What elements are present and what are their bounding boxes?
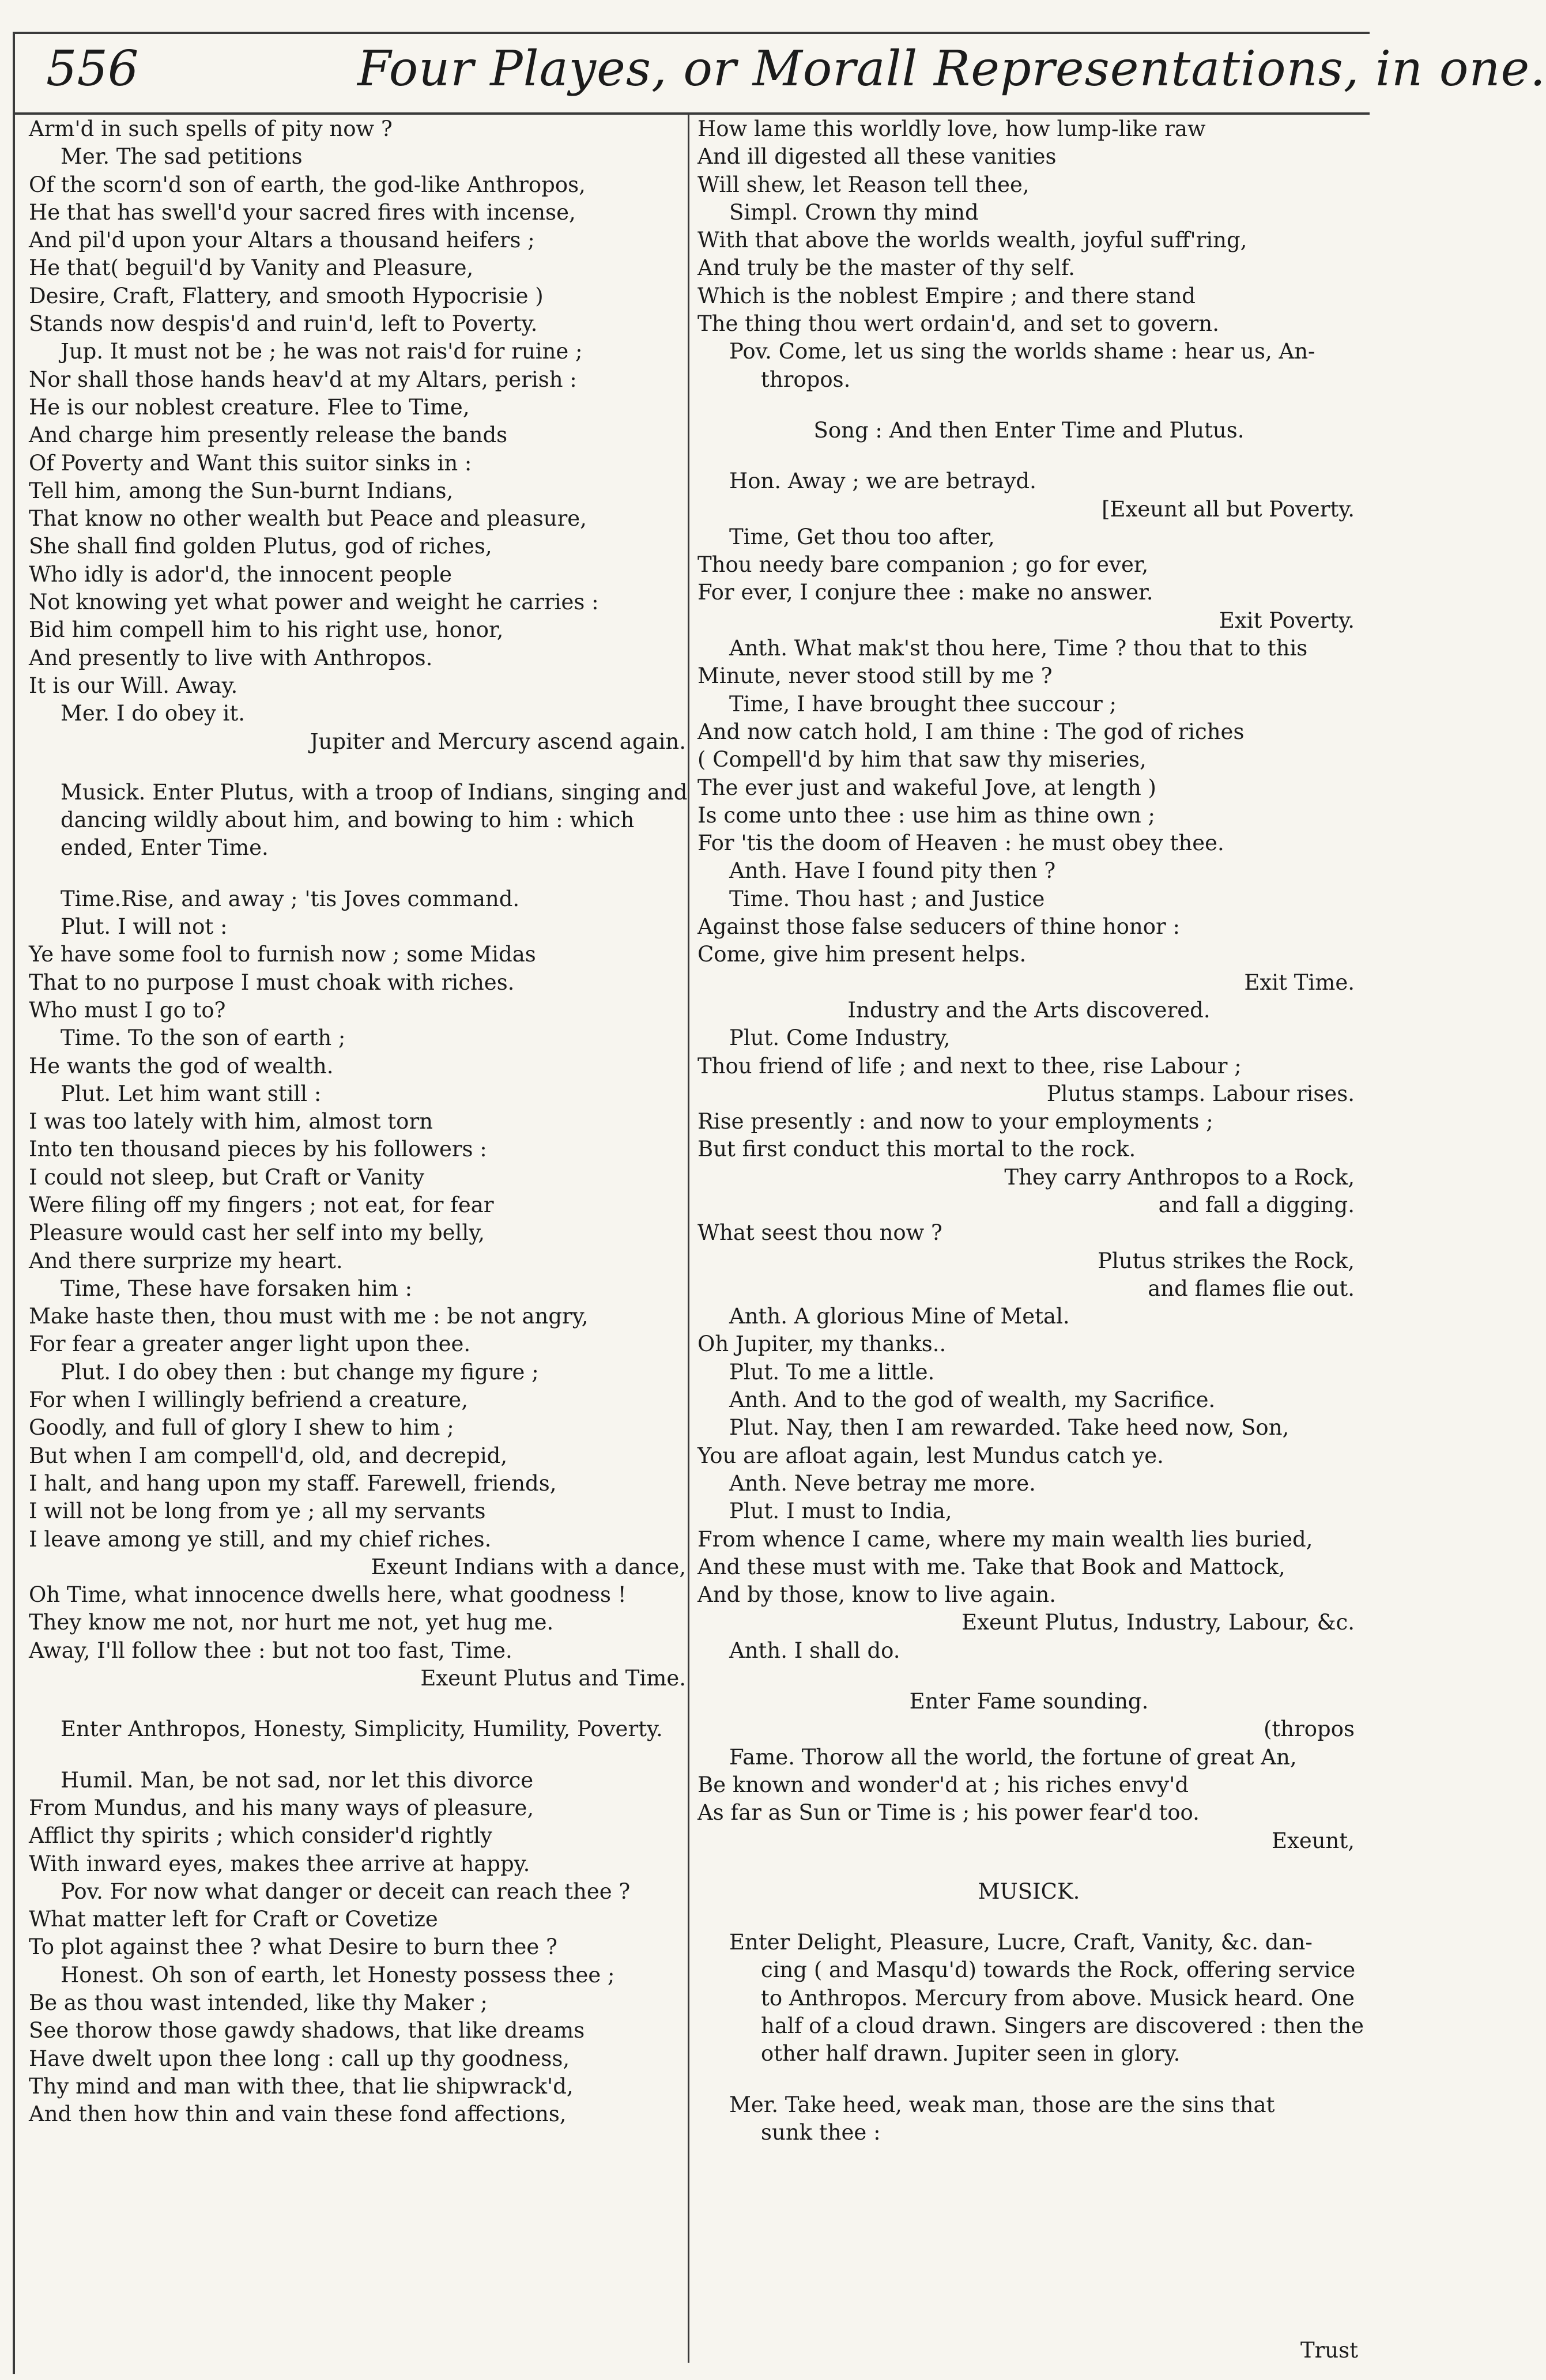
text-line: Thou needy bare companion ; go for ever, [697, 552, 1149, 578]
text-line: dancing wildly about him, and bowing to him : which [61, 808, 635, 833]
text-line: Pov. Come, let us sing the worlds shame : hear us, An- [729, 339, 1315, 364]
text-line: Jupiter and Mercury ascend again. [310, 729, 686, 754]
line-gap [29, 1692, 692, 1715]
text-line: Who must I go to? [29, 997, 226, 1023]
text-line: Be known and wonder'd at ; his riches envy'd [697, 1772, 1189, 1797]
text-line: The ever just and wakeful Jove, at length ) [697, 775, 1156, 800]
text-line: Honest. Oh son of earth, let Honesty possess thee ; [61, 1962, 615, 1987]
text-line: ( Compell'd by him that saw thy miseries, [697, 747, 1147, 772]
text-line: Plut. I must to India, [729, 1499, 952, 1524]
text-line: Pleasure would cast her self into my belly, [29, 1220, 485, 1246]
text-line: Which is the noblest Empire ; and there stand [697, 283, 1196, 308]
text-line: Stands now despis'd and ruin'd, left to Poverty. [29, 311, 538, 337]
text-line: Plut. I do obey then : but change my figure ; [61, 1359, 539, 1385]
text-line: Oh Time, what innocence dwells here, what goodness ! [29, 1582, 627, 1608]
text-line: From Mundus, and his many ways of pleasure, [29, 1795, 534, 1820]
text-line: With that above the worlds wealth, joyful suff'ring, [697, 228, 1247, 253]
right-column [697, 115, 1364, 2147]
line-gap [697, 444, 1360, 467]
text-line: ended, Enter Time. [61, 835, 269, 861]
text-line: Pov. For now what danger or deceit can reach thee ? [61, 1879, 631, 1904]
text-line: Make haste then, thou must with me : be not angry, [29, 1304, 589, 1329]
text-line: Anth. What mak'st thou here, Time ? thou that to this [729, 636, 1308, 661]
text-line: It is our Will. Away. [29, 673, 238, 698]
line-gap [29, 862, 692, 885]
text-line: Exeunt Plutus, Industry, Labour, &c. [961, 1610, 1355, 1635]
text-line: Hon. Away ; we are betrayd. [729, 469, 1036, 494]
text-line: And ill digested all these vanities [697, 144, 1057, 169]
text-line: Industry and the Arts discovered. [847, 997, 1211, 1023]
text-line: He that( beguil'd by Vanity and Pleasure, [29, 255, 474, 281]
text-line: Anth. Have I found pity then ? [729, 858, 1056, 884]
text-line: other half drawn. Jupiter seen in glory. [761, 2041, 1181, 2066]
text-line: Goodly, and full of glory I shew to him ; [29, 1415, 454, 1440]
text-line: Time.Rise, and away ; 'tis Joves command. [61, 886, 520, 911]
text-line: Will shew, let Reason tell thee, [697, 172, 1030, 197]
text-line: Ye have some fool to furnish now ; some Midas [29, 942, 536, 967]
text-line: You are afloat again, lest Mundus catch ye. [697, 1443, 1164, 1468]
text-line: Plut. Nay, then I am rewarded. Take heed now, Son, [729, 1415, 1289, 1440]
text-line: I could not sleep, but Craft or Vanity [29, 1164, 425, 1190]
running-title: Four Playes, or Morall Representations, in one. [357, 40, 1546, 97]
line-gap [697, 1906, 1360, 1929]
text-line: Enter Fame sounding. [909, 1689, 1149, 1714]
text-line: The thing thou wert ordain'd, and set to govern. [697, 311, 1219, 337]
text-line: Thou friend of life ; and next to thee, rise Labour ; [697, 1053, 1242, 1078]
text-line: and flames flie out. [1148, 1276, 1355, 1301]
text-line: Oh Jupiter, my thanks.. [697, 1332, 947, 1357]
text-line: Simpl. Crown thy mind [729, 199, 979, 225]
text-line: He that has swell'd your sacred fires with incense, [29, 199, 576, 225]
text-line: Of Poverty and Want this suitor sinks in : [29, 450, 472, 476]
line-gap [697, 1665, 1360, 1688]
text-line: Time, These have forsaken him : [61, 1276, 413, 1301]
text-line: Bid him compell him to his right use, honor, [29, 617, 504, 643]
text-line: For fear a greater anger light upon thee. [29, 1332, 471, 1357]
text-line: Come, give him present helps. [697, 942, 1027, 967]
text-line: See thorow those gawdy shadows, that like dreams [29, 2018, 585, 2043]
text-line: How lame this worldly love, how lump-like raw [697, 116, 1206, 141]
text-line: Afflict thy spirits ; which consider'd rightly [29, 1823, 493, 1849]
text-line: He is our noblest creature. Flee to Time, [29, 394, 470, 420]
text-line: half of a cloud drawn. Singers are discovered : then the [761, 2013, 1364, 2038]
text-line: They carry Anthropos to a Rock, [1004, 1164, 1355, 1190]
text-line: [Exeunt all but Poverty. [1102, 496, 1355, 522]
text-line: Exit Poverty. [1219, 608, 1355, 633]
page-header [35, 17, 1546, 115]
text-line: Time. To the son of earth ; [61, 1025, 346, 1051]
text-line: Exeunt Plutus and Time. [420, 1666, 686, 1691]
text-line: to Anthropos. Mercury from above. Musick heard. One [761, 1985, 1355, 2011]
text-line: And presently to live with Anthropos. [29, 645, 433, 670]
text-line: (thropos [1263, 1717, 1355, 1742]
text-line: I will not be long from ye ; all my servants [29, 1499, 486, 1524]
text-line: Time. Thou hast ; and Justice [729, 886, 1045, 911]
line-gap [29, 1744, 692, 1767]
text-line: Desire, Craft, Flattery, and smooth Hypocrisie ) [29, 283, 544, 308]
text-line: and fall a digging. [1158, 1192, 1355, 1217]
text-line: For when I willingly befriend a creature, [29, 1387, 468, 1413]
text-line: Plutus strikes the Rock, [1098, 1248, 1355, 1273]
text-line: Anth. Neve betray me more. [729, 1470, 1036, 1496]
text-line: Enter Anthropos, Honesty, Simplicity, Humility, Poverty. [61, 1717, 663, 1742]
text-line: That know no other wealth but Peace and pleasure, [29, 506, 587, 531]
text-line: He wants the god of wealth. [29, 1053, 334, 1078]
text-line: And truly be the master of thy self. [697, 255, 1075, 281]
text-line: I halt, and hang upon my staff. Farewell, friends, [29, 1470, 557, 1496]
text-line: Nor shall those hands heav'd at my Altars, perish : [29, 367, 577, 392]
text-line: And these must with me. Take that Book and Mattock, [697, 1554, 1285, 1579]
text-line: And charge him presently release the bands [29, 423, 508, 448]
line-gap [697, 1855, 1360, 1878]
text-line: Anth. I shall do. [729, 1638, 900, 1663]
text-line: And there surprize my heart. [29, 1248, 343, 1273]
text-line: With inward eyes, makes thee arrive at happy. [29, 1851, 530, 1876]
text-line: Away, I'll follow thee : but not too fast, Time. [29, 1638, 512, 1663]
line-gap [697, 394, 1360, 417]
text-line: Humil. Man, be not sad, nor let this divorce [61, 1767, 534, 1793]
text-line: For 'tis the doom of Heaven : he must obey thee. [697, 831, 1224, 856]
text-line: sunk thee : [761, 2119, 881, 2145]
text-line: Against those false seducers of thine honor : [697, 914, 1180, 940]
text-line: Plut. I will not : [61, 914, 228, 940]
text-line: Who idly is ador'd, the innocent people [29, 561, 453, 587]
header-rule [13, 112, 1370, 115]
text-line: Thy mind and man with thee, that lie shipwrack'd, [29, 2073, 574, 2099]
text-line: But when I am compell'd, old, and decrepid, [29, 1443, 508, 1468]
text-line: cing ( and Masqu'd) towards the Rock, offering service [761, 1957, 1356, 1983]
text-line: Time, I have brought thee succour ; [729, 691, 1117, 716]
text-line: Were filing off my fingers ; not eat, for fear [29, 1192, 494, 1217]
text-line: Enter Delight, Pleasure, Lucre, Craft, Vanity, &c. dan- [729, 1930, 1313, 1955]
text-line: Plutus stamps. Labour rises. [1046, 1081, 1355, 1106]
text-line: What seest thou now ? [697, 1220, 942, 1246]
text-line: I leave among ye still, and my chief riches. [29, 1526, 492, 1552]
text-line: thropos. [761, 367, 851, 392]
text-line: For ever, I conjure thee : make no answer. [697, 580, 1153, 605]
text-line: Exeunt Indians with a dance, [371, 1554, 686, 1579]
text-line: Musick. Enter Plutus, with a troop of Indians, singing and [61, 779, 688, 805]
text-line: Tell him, among the Sun-burnt Indians, [29, 478, 454, 503]
text-line: Mer. I do obey it. [61, 701, 246, 726]
text-line: And now catch hold, I am thine : The god of riches [697, 719, 1245, 744]
line-gap [697, 2068, 1360, 2091]
text-line: What matter left for Craft or Covetize [29, 1907, 438, 1932]
text-line: To plot against thee ? what Desire to burn thee ? [29, 1934, 557, 1960]
text-line: Of the scorn'd son of earth, the god-like Anthropos, [29, 172, 586, 197]
left-column [29, 115, 692, 2128]
page-number: 556 [46, 40, 139, 97]
text-line: Song : And then Enter Time and Plutus. [813, 417, 1245, 443]
text-line: Not knowing yet what power and weight he carries : [29, 590, 599, 615]
text-line: That to no purpose I must choak with riches. [29, 970, 515, 995]
text-line: As far as Sun or Time is ; his power fear'd too. [697, 1800, 1200, 1825]
text-line: Mer. The sad petitions [61, 144, 303, 169]
text-line: And by those, know to live again. [697, 1582, 1057, 1608]
text-line: Plut. Let him want still : [61, 1081, 322, 1106]
text-line: Into ten thousand pieces by his followers : [29, 1137, 487, 1162]
text-line: I was too lately with him, almost torn [29, 1109, 433, 1134]
line-gap [29, 756, 692, 779]
text-line: Rise presently : and now to your employments ; [697, 1109, 1213, 1134]
text-line: Is come unto thee : use him as thine own ; [697, 802, 1155, 828]
text-line: Mer. Take heed, weak man, those are the sins that [729, 2092, 1275, 2117]
text-line: From whence I came, where my main wealth lies buried, [697, 1526, 1313, 1552]
catchword: Trust [1300, 2338, 1358, 2363]
text-line: Plut. Come Industry, [729, 1025, 951, 1051]
text-line: Have dwelt upon thee long : call up thy goodness, [29, 2046, 570, 2071]
text-line: Fame. Thorow all the world, the fortune of great An, [729, 1744, 1297, 1770]
text-line: Arm'd in such spells of pity now ? [29, 116, 393, 141]
text-line: Time, Get thou too after, [729, 524, 995, 549]
text-line: Anth. A glorious Mine of Metal. [729, 1304, 1070, 1329]
text-line: And pil'd upon your Altars a thousand heifers ; [29, 228, 535, 253]
text-line: Jup. It must not be ; he was not rais'd for ruine ; [61, 339, 583, 364]
text-line: But first conduct this mortal to the rock. [697, 1137, 1136, 1162]
text-line: Plut. To me a little. [729, 1359, 935, 1385]
text-line: They know me not, nor hurt me not, yet hug me. [29, 1610, 554, 1635]
text-line: Be as thou wast intended, like thy Maker ; [29, 1990, 488, 2015]
text-line: MUSICK. [978, 1879, 1080, 1904]
text-line: She shall find golden Plutus, god of riches, [29, 534, 492, 559]
text-line: Exeunt, [1271, 1828, 1355, 1853]
text-line: And then how thin and vain these fond affections, [29, 2102, 567, 2127]
text-line: Anth. And to the god of wealth, my Sacrifice. [729, 1387, 1216, 1413]
text-line: Exit Time. [1244, 970, 1355, 995]
text-line: Minute, never stood still by me ? [697, 663, 1053, 689]
